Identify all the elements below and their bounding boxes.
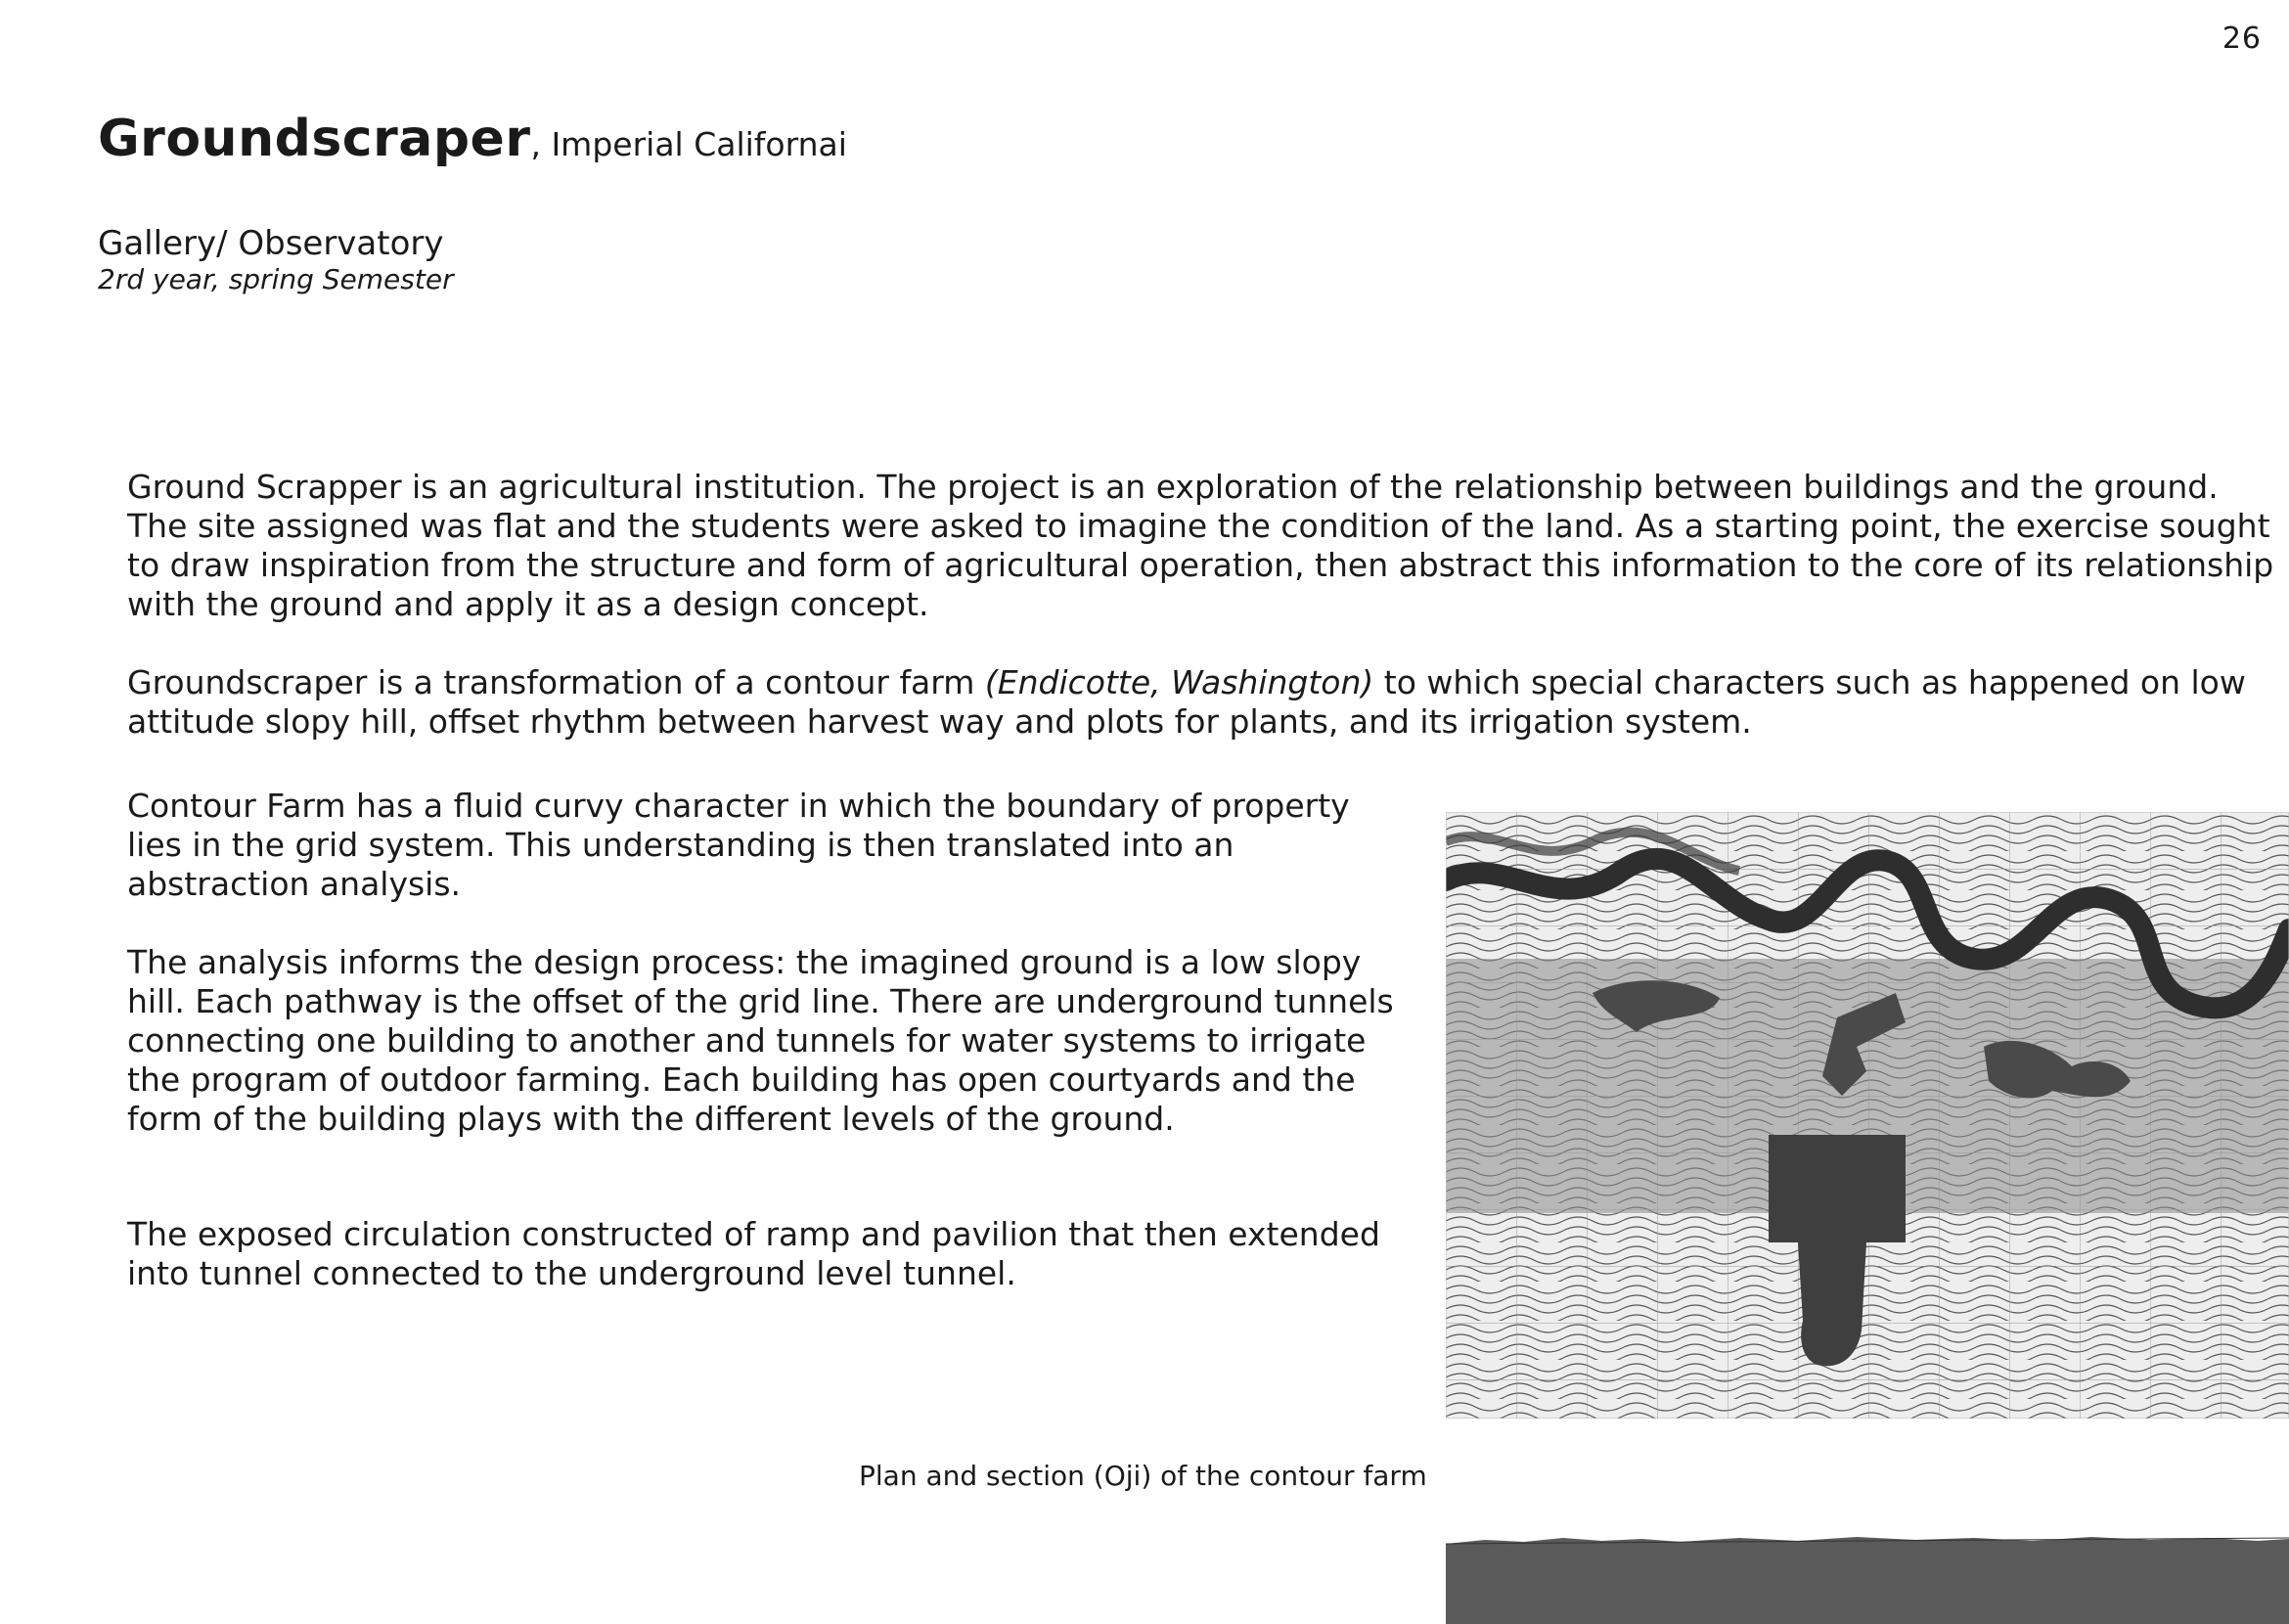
contour-paragraph: Contour Farm has a fluid curvy character in which the boundary of property lies in the grid system. This understanding is then translated into an abstraction analysis.	[127, 787, 1350, 903]
analysis-paragraph: The analysis informs the design process: the imagined ground is a low slopy hill. Each pathway is the offset of the grid line. There are underground tunnels connecting one building to another and tunnels for water systems to irrigate the program of outdoor farming. Each building has open courtyards and the form of the building plays with the different levels of the ground.	[127, 943, 1394, 1138]
page-title-location: , Imperial Californai	[530, 125, 847, 163]
figure-caption: Plan and section (Oji) of the contour farm	[859, 1460, 1427, 1492]
program-type: Gallery/ Observatory	[98, 224, 444, 263]
title-block	[98, 110, 847, 168]
page-title: Groundscraper	[98, 110, 531, 168]
transformation-location: (Endicotte, Washington)	[984, 663, 1374, 701]
transformation-text-end: to which special characters such as happened on low attitude slopy hill, offset rhythm between harvest way and plots for plants, and its irrigation system.	[127, 663, 2246, 741]
page-number: 26	[2222, 22, 2262, 56]
contour-farm-section-image	[1446, 1526, 2289, 1624]
intro-paragraph: Ground Scrapper is an agricultural institution. The project is an exploration of the relationship between buildings and the ground. The site assigned was flat and the students were asked to imagine the condition of the land. As a starting point, the exercise sought to draw inspiration from the structure and form of agricultural operation, then abstract this information to the core of its relationship with the ground and apply it as a design concept.	[127, 468, 2274, 623]
contour-farm-plan-image	[1446, 812, 2289, 1419]
subtitle-block	[98, 223, 454, 295]
transformation-paragraph	[127, 663, 2279, 742]
semester-note: 2rd year, spring Semester	[98, 263, 454, 295]
circulation-paragraph: The exposed circulation constructed of ramp and pavilion that then extended into tunnel connected to the underground level tunnel.	[127, 1215, 1380, 1292]
transformation-text-start: Groundscraper is a transformation of a contour farm	[127, 663, 985, 701]
